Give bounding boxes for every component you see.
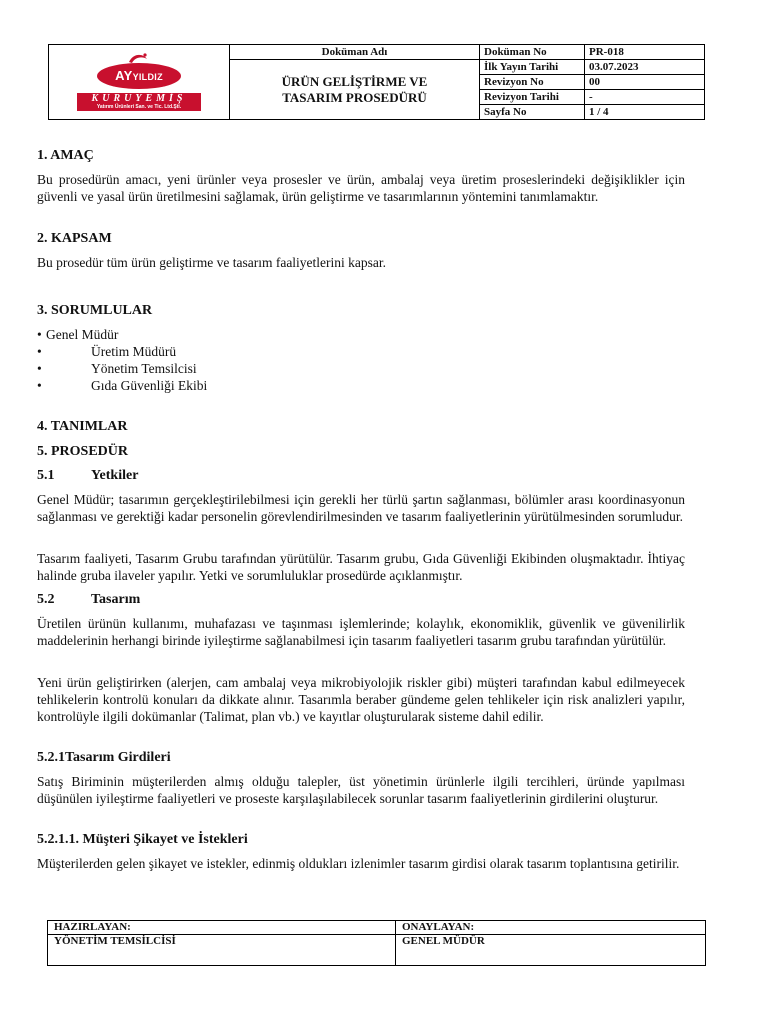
bullet-icon: •	[37, 327, 42, 342]
list-item	[37, 326, 437, 343]
subsection-heading-sikayet: 5.2.1.1. Müşteri Şikayet ve İstekleri	[37, 832, 248, 847]
bullet-icon: •	[37, 344, 42, 359]
section-heading-kapsam: 2. KAPSAM	[37, 231, 112, 246]
approval-footer-table	[47, 920, 706, 966]
header-row-label: Revizyon Tarihi	[480, 90, 585, 105]
subsection-number: 5.1	[37, 468, 55, 483]
list-item	[37, 377, 437, 394]
section-text-kapsam: Bu prosedür tüm ürün geliştirme ve tasarım faaliyetlerini kapsar.	[37, 255, 387, 270]
doc-title	[230, 60, 480, 120]
subsection-number: 5.2	[37, 592, 55, 607]
list-item-text: Genel Müdür	[46, 327, 119, 342]
prepared-by: YÖNETİM TEMSİLCİSİ	[48, 935, 396, 966]
section-heading-tanimlar: 4. TANIMLAR	[37, 419, 128, 434]
bullet-icon: •	[37, 361, 42, 376]
list-item-text: Yönetim Temsilcisi	[91, 361, 197, 376]
header-row-value: 03.07.2023	[585, 60, 705, 75]
paragraph: Satış Biriminin müşterilerden almış olduğu talepler, üst yönetimin ürünlerle ilgili tercihleri, üründe yapılması düşünülen iyileştirme faaliyetleri ve proseste karşılaşılabilecek sorunlar tasarım faaliyetlerinin girdilerini oluşturur.	[37, 774, 685, 806]
prepared-label: HAZIRLAYAN:	[48, 921, 396, 935]
header-row-value: -	[585, 90, 705, 105]
header-row-label: Doküman No	[480, 45, 585, 60]
bullet-icon: •	[37, 378, 42, 393]
subsection-heading-girdiler: 5.2.1Tasarım Girdileri	[37, 750, 171, 765]
logo-cell	[49, 45, 230, 120]
list-item-text: Üretim Müdürü	[91, 344, 177, 359]
logo-small-text: Yatırım Ürünleri San. ve Tic. Ltd.Şti.	[96, 104, 182, 110]
doc-name-label: Doküman Adı	[230, 45, 480, 60]
responsibles-list	[37, 326, 437, 394]
logo-subtitle: KURUYEMİŞ	[91, 93, 187, 104]
list-item	[37, 360, 437, 377]
doc-title-line2: TASARIM PROSEDÜRÜ	[282, 89, 427, 105]
approved-label: ONAYLAYAN:	[396, 921, 706, 935]
header-row-label: Revizyon No	[480, 75, 585, 90]
section-heading-prosedur: 5. PROSEDÜR	[37, 444, 129, 459]
paragraph: Yeni ürün geliştirirken (alerjen, cam ambalaj veya mikrobiyolojik riskler gibi) müşteri tarafından kabul edilmeyecek tehlikelerin kontrolü konuları da dikkate alınır. Tasarımla beraber gündeme gelen tehlikeler için risk analizleri yapılır, kontrolüyle ilgili dokümanlar (Talimat, plan vb.) ve kayıtlar oluşturularak sisteme dahil edilir.	[37, 675, 685, 724]
header-row-value: 00	[585, 75, 705, 90]
list-item-text: Gıda Güvenliği Ekibi	[91, 378, 208, 393]
subsection-heading-yetkiler	[37, 467, 685, 484]
section-text-amac: Bu prosedürün amacı, yeni ürünler veya prosesler ve ürün, ambalaj veya üretim proseslerindeki değişiklikler için güvenli ve yasal ürün üretilmesini sağlamak, ürün geliştirme ve tasarımlarının yöntemini tanımlamaktır.	[37, 172, 685, 204]
logo-brand-yildiz: YILDIZ	[132, 72, 163, 82]
header-row-value: 1 / 4	[585, 105, 705, 120]
company-logo	[75, 49, 203, 111]
paragraph: Üretilen ürünün kullanımı, muhafazası ve taşınması işlemlerinde; kolaylık, ekonomiklik, güvenlik ve güvenilirlik maddelerinin herhangi birinde iyileştirme sağlanabilmesi için tasarım faaliyetleri tasarım grubu tarafından yürütülür.	[37, 616, 685, 648]
subsection-title: Yetkiler	[91, 468, 139, 483]
header-row-label: Sayfa No	[480, 105, 585, 120]
doc-title-line1: ÜRÜN GELİŞTİRME VE	[281, 73, 428, 89]
logo-brand-oval	[97, 63, 181, 89]
section-heading-amac: 1. AMAÇ	[37, 148, 94, 163]
header-row-label: İlk Yayın Tarihi	[480, 60, 585, 75]
paragraph: Tasarım faaliyeti, Tasarım Grubu tarafından yürütülür. Tasarım grubu, Gıda Güvenliği Ekibinden oluşmaktadır. İhtiyaç halinde gruba ilaveler yapılır. Yetki ve sorumluluklar prosedürde açıklanmıştır.	[37, 551, 685, 583]
document-header-table	[48, 44, 705, 120]
subsection-heading-tasarim	[37, 591, 685, 608]
logo-brand-ay: AY	[115, 68, 133, 83]
approved-by: GENEL MÜDÜR	[396, 935, 706, 966]
header-row-value: PR-018	[585, 45, 705, 60]
paragraph: Genel Müdür; tasarımın gerçekleştirilebilmesi için gerekli her türlü şartın sağlanması, bölümler arası koordinasyonun sağlanması ve gerektiği kadar personelin görevlendirilmesinden ve tasarım faaliyetlerinin yürütülmesinden sorumludur.	[37, 492, 685, 524]
subsection-title: Tasarım	[91, 592, 141, 607]
list-item	[37, 343, 437, 360]
section-heading-sorumlular: 3. SORUMLULAR	[37, 303, 153, 318]
paragraph: Müşterilerden gelen şikayet ve istekler, edinmiş oldukları izlenimler tasarım girdisi olarak tasarım toplantısına getirilir.	[37, 856, 680, 871]
